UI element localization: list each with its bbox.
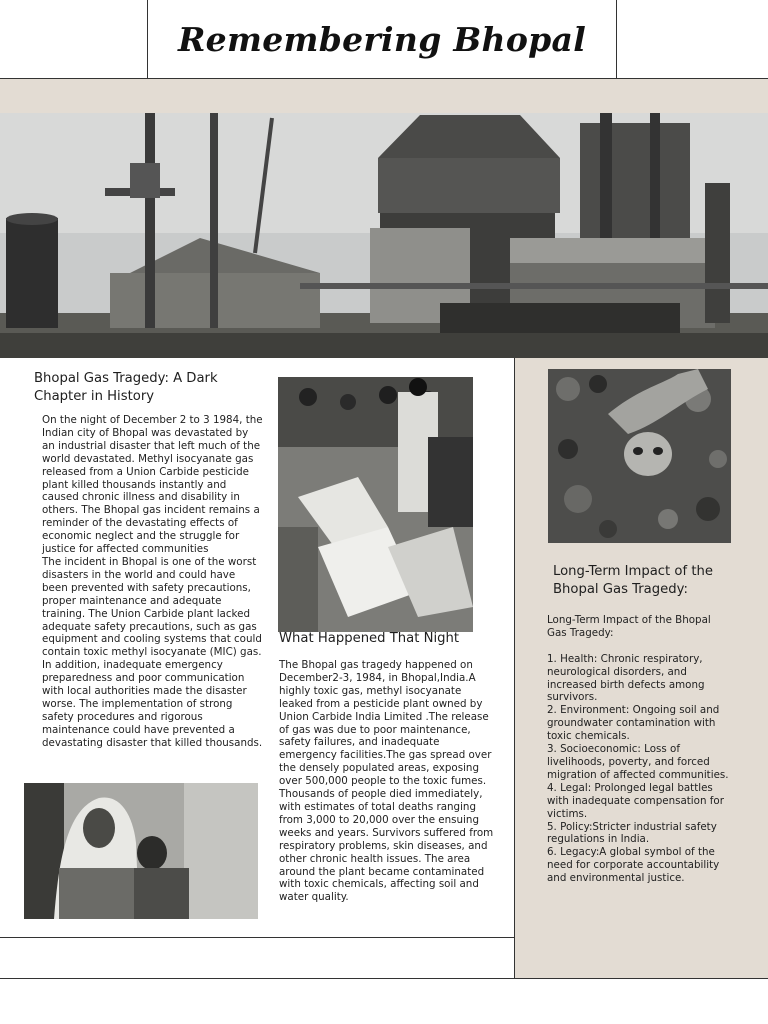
page-title: Remembering Bhopal bbox=[177, 19, 587, 59]
left-heading: Bhopal Gas Tragedy: A Dark Chapter in History bbox=[34, 371, 218, 404]
left-body-text: On the night of December 2 to 3 1984, the Indian city of Bhopal was devastated by an industrial disaster that left much of the world devastated. Methyl isocyanate gas released from a Union Carbide pesticide plant killed thousands instantly and caused chronic illness and disability in others. The Bhopal gas incident remains a reminder of the devastating effects of economic neglect and the struggle for justice for affected communities The incident in Bhopal is one of the worst disasters in the world and could have been prevented with safety precautions, proper maintenance and adequate training. The Union Carbide plant lacked adequate safety precautions, such as gas equipment and cooling systems that could contain toxic methyl isocyanate (MIC) gas. In addition, inadequate emergency preparedness and poor communication with local authorities made the disaster worse. The implementation of strong safety procedures and rigorous maintenance could have prevented a devastating disaster that killed thousands. bbox=[42, 414, 263, 749]
middle-heading: What Happened That Night bbox=[279, 631, 460, 646]
column-divider bbox=[514, 358, 515, 979]
mother-child-photo bbox=[24, 783, 258, 919]
page-bottom-rule bbox=[0, 978, 768, 979]
victims-photo bbox=[278, 377, 473, 632]
right-body-text: Long-Term Impact of the Bhopal Gas Tragedy: 1. Health: Chronic respiratory, neurological disorders, and increased birth defects among survivors. 2. Environment: Ongoing soil and groundwater contamination with toxic chemicals. 3. Socioeconomic: Loss of livelihoods, poverty, and forced migration of affected communities. 4. Legal: Prolonged legal battles with inadequate compensation for victims. 5. Policy:Stricter industrial safety regulations in India. 6. Legacy:A global symbol of the need for corporate accountability and environmental justice. bbox=[547, 614, 729, 885]
factory-photo bbox=[0, 113, 768, 358]
middle-body-text: The Bhopal gas tragedy happened on December2-3, 1984, in Bhopal,India.A highly toxic gas, methyl isocyanate leaked from a pesticide plant owned by Union Carbide India Limited .The release of gas was due to poor maintenance, safety failures, and inadequate emergency facilities.The gas spread over the densely populated areas, exposing over 500,000 people to the toxic fumes. Thousands of people died immediately, with estimates of total deaths ranging from 3,000 to 20,000 over the ensuing weeks and years. Survivors suffered from respiratory problems, skin diseases, and other chronic health issues. The area around the plant became contaminated with toxic chemicals, affecting soil and water quality. bbox=[279, 659, 494, 904]
buried-child-photo bbox=[548, 369, 731, 543]
right-heading: Long-Term Impact of the Bhopal Gas Tragedy: bbox=[553, 564, 713, 597]
content-bottom-rule-left bbox=[0, 937, 515, 938]
header-band bbox=[0, 79, 768, 113]
header-right-divider bbox=[616, 0, 617, 79]
